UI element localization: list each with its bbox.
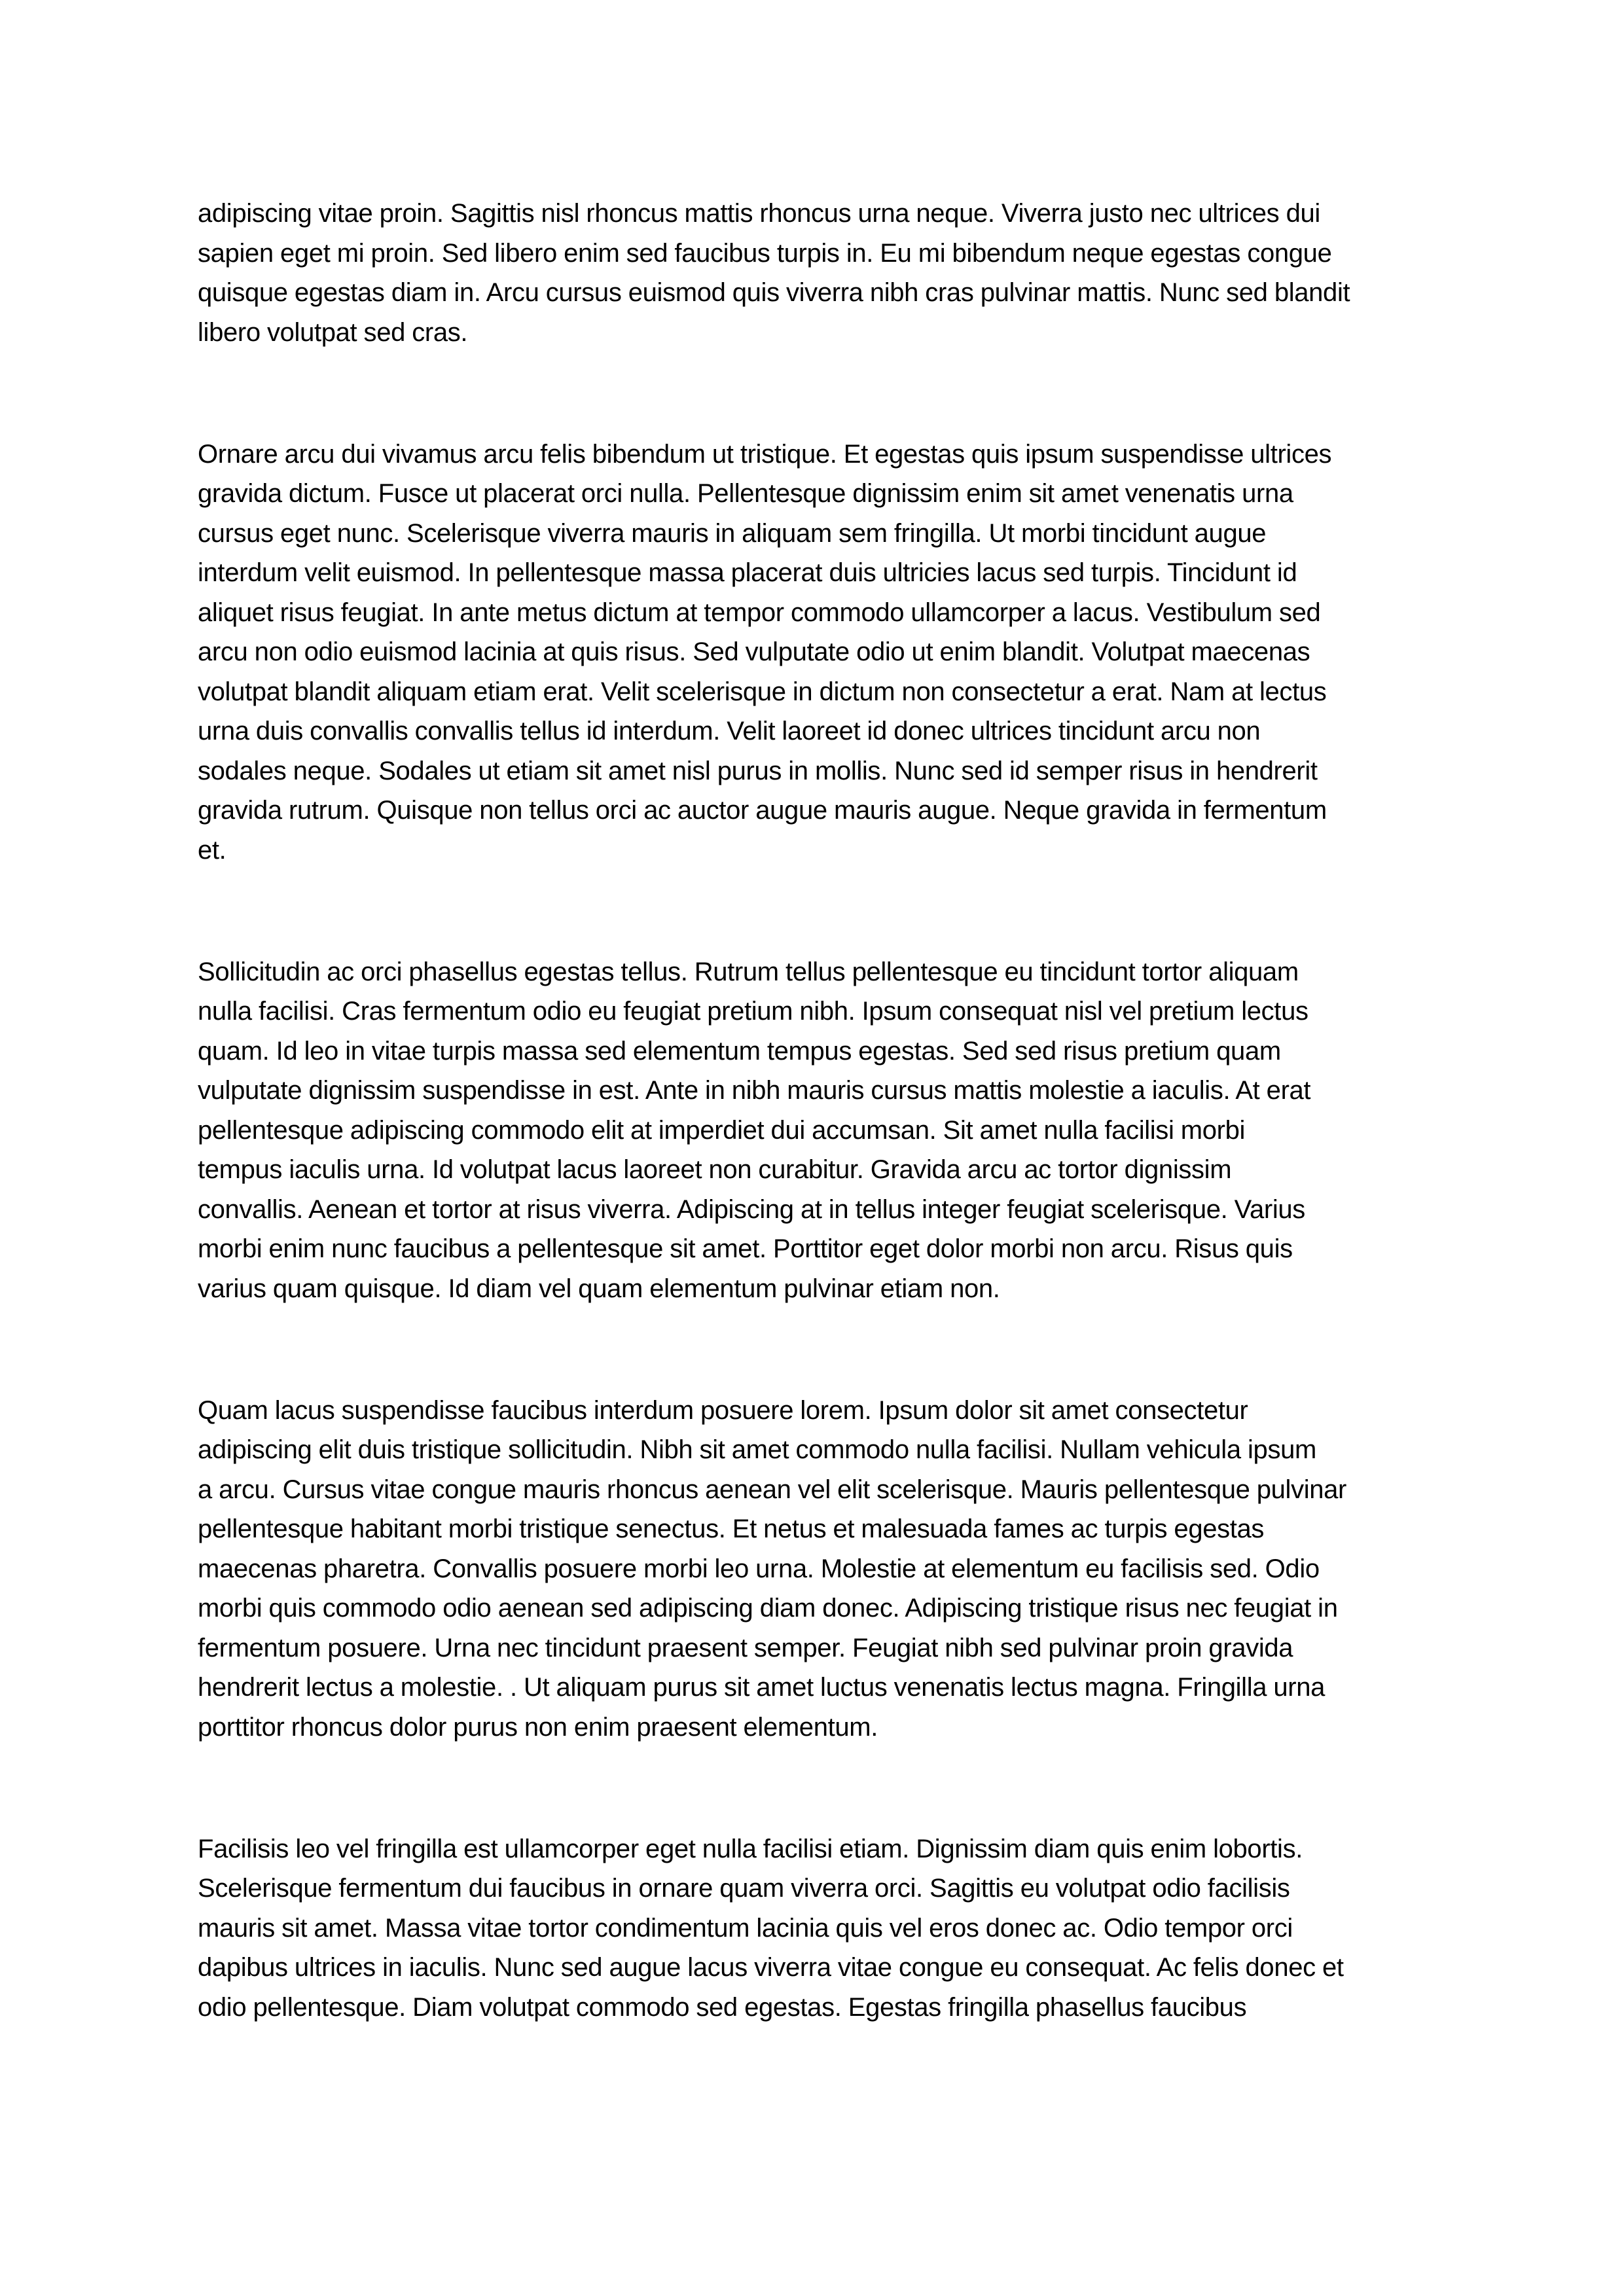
paragraph-1 — [198, 194, 1441, 352]
text-line: convallis. Aenean et tortor at risus viverra. Adipiscing at in tellus integer feugiat scelerisque. Varius — [198, 1194, 1305, 1224]
text-line: hendrerit lectus a molestie. . Ut aliquam purus sit amet luctus venenatis lectus magna. Fringilla urna — [198, 1673, 1326, 1702]
text-line: volutpat blandit aliquam etiam erat. Velit scelerisque in dictum non consectetur a erat. Nam at lectus — [198, 677, 1327, 706]
text-line: morbi enim nunc faucibus a pellentesque sit amet. Porttitor eget dolor morbi non arcu. Risus quis — [198, 1234, 1293, 1263]
text-line: porttitor rhoncus dolor purus non enim praesent elementum. — [198, 1712, 878, 1742]
text-line: mauris sit amet. Massa vitae tortor condimentum lacinia quis vel eros donec ac. Odio tempor orci — [198, 1913, 1293, 1943]
text-line: gravida rutrum. Quisque non tellus orci ac auctor augue mauris augue. Neque gravida in fermentum — [198, 796, 1327, 825]
text-line: odio pellentesque. Diam volutpat commodo sed egestas. Egestas fringilla phasellus faucibus — [198, 1992, 1247, 2022]
text-line: a arcu. Cursus vitae congue mauris rhoncus aenean vel elit scelerisque. Mauris pellentesque pulvinar — [198, 1475, 1347, 1504]
text-line: et. — [198, 835, 226, 865]
text-line: cursus eget nunc. Scelerisque viverra mauris in aliquam sem fringilla. Ut morbi tincidunt augue — [198, 518, 1267, 548]
text-line: sapien eget mi proin. Sed libero enim sed faucibus turpis in. Eu mi bibendum neque egestas congue — [198, 238, 1332, 268]
text-line: fermentum posuere. Urna nec tincidunt praesent semper. Feugiat nibh sed pulvinar proin gravida — [198, 1633, 1293, 1662]
text-line: vulputate dignissim suspendisse in est. Ante in nibh mauris cursus mattis molestie a iaculis. At erat — [198, 1076, 1311, 1105]
text-line: sodales neque. Sodales ut etiam sit amet nisl purus in mollis. Nunc sed id semper risus in hendrerit — [198, 756, 1318, 785]
text-line: arcu non odio euismod lacinia at quis risus. Sed vulputate odio ut enim blandit. Volutpat maecenas — [198, 637, 1310, 666]
paragraph-3 — [198, 952, 1441, 1309]
text-line: Quam lacus suspendisse faucibus interdum posuere lorem. Ipsum dolor sit amet consectetur — [198, 1395, 1248, 1425]
paragraph-2 — [198, 435, 1441, 870]
text-line: pellentesque habitant morbi tristique senectus. Et netus et malesuada fames ac turpis egestas — [198, 1515, 1265, 1543]
text-line: Scelerisque fermentum dui faucibus in ornare quam viverra orci. Sagittis eu volutpat odio facilisis — [198, 1874, 1290, 1903]
text-line: quam. Id leo in vitae turpis massa sed elementum tempus egestas. Sed sed risus pretium quam — [198, 1036, 1281, 1066]
text-line: maecenas pharetra. Convallis posuere morbi leo urna. Molestie at elementum eu facilisis sed. Odio — [198, 1554, 1320, 1583]
text-line: varius quam quisque. Id diam vel quam elementum pulvinar etiam non. — [198, 1274, 1000, 1303]
text-line: adipiscing elit duis tristique sollicitudin. Nibh sit amet commodo nulla facilisi. Nullam vehicula ipsum — [198, 1435, 1316, 1464]
text-line: morbi quis commodo odio aenean sed adipiscing diam donec. Adipiscing tristique risus nec feugiat in — [198, 1594, 1338, 1623]
text-line: quisque egestas diam in. Arcu cursus euismod quis viverra nibh cras pulvinar mattis. Nunc sed blandit — [198, 278, 1350, 307]
text-line: libero volutpat sed cras. — [198, 317, 468, 347]
text-line: tempus iaculis urna. Id volutpat lacus laoreet non curabitur. Gravida arcu ac tortor dignissim — [198, 1155, 1232, 1184]
text-line: dapibus ultrices in iaculis. Nunc sed augue lacus viverra vitae congue eu consequat. Ac felis donec et — [198, 1953, 1344, 1982]
text-line: Sollicitudin ac orci phasellus egestas tellus. Rutrum tellus pellentesque eu tincidunt tortor aliquam — [198, 957, 1299, 986]
paragraph-5 — [198, 1829, 1441, 2028]
text-line: adipiscing vitae proin. Sagittis nisl rhoncus mattis rhoncus urna neque. Viverra justo nec ultrices dui — [198, 199, 1320, 228]
text-line: interdum velit euismod. In pellentesque massa placerat duis ultricies lacus sed turpis. Tincidunt id — [198, 558, 1297, 587]
text-line: nulla facilisi. Cras fermentum odio eu feugiat pretium nibh. Ipsum consequat nisl vel pretium lectus — [198, 997, 1308, 1026]
text-line: aliquet risus feugiat. In ante metus dictum at tempor commodo ullamcorper a lacus. Vestibulum sed — [198, 598, 1321, 627]
text-line: urna duis convallis convallis tellus id interdum. Velit laoreet id donec ultrices tincidunt arcu non — [198, 717, 1261, 745]
text-line: gravida dictum. Fusce ut placerat orci nulla. Pellentesque dignissim enim sit amet venenatis urna — [198, 479, 1293, 508]
document-body — [198, 194, 1441, 2027]
text-line: pellentesque adipiscing commodo elit at imperdiet dui accumsan. Sit amet nulla facilisi morbi — [198, 1115, 1246, 1145]
text-line: Ornare arcu dui vivamus arcu felis bibendum ut tristique. Et egestas quis ipsum suspendisse ultrices — [198, 439, 1332, 469]
text-line: Facilisis leo vel fringilla est ullamcorper eget nulla facilisi etiam. Dignissim diam quis enim lobortis. — [198, 1834, 1303, 1863]
paragraph-4 — [198, 1391, 1441, 1748]
